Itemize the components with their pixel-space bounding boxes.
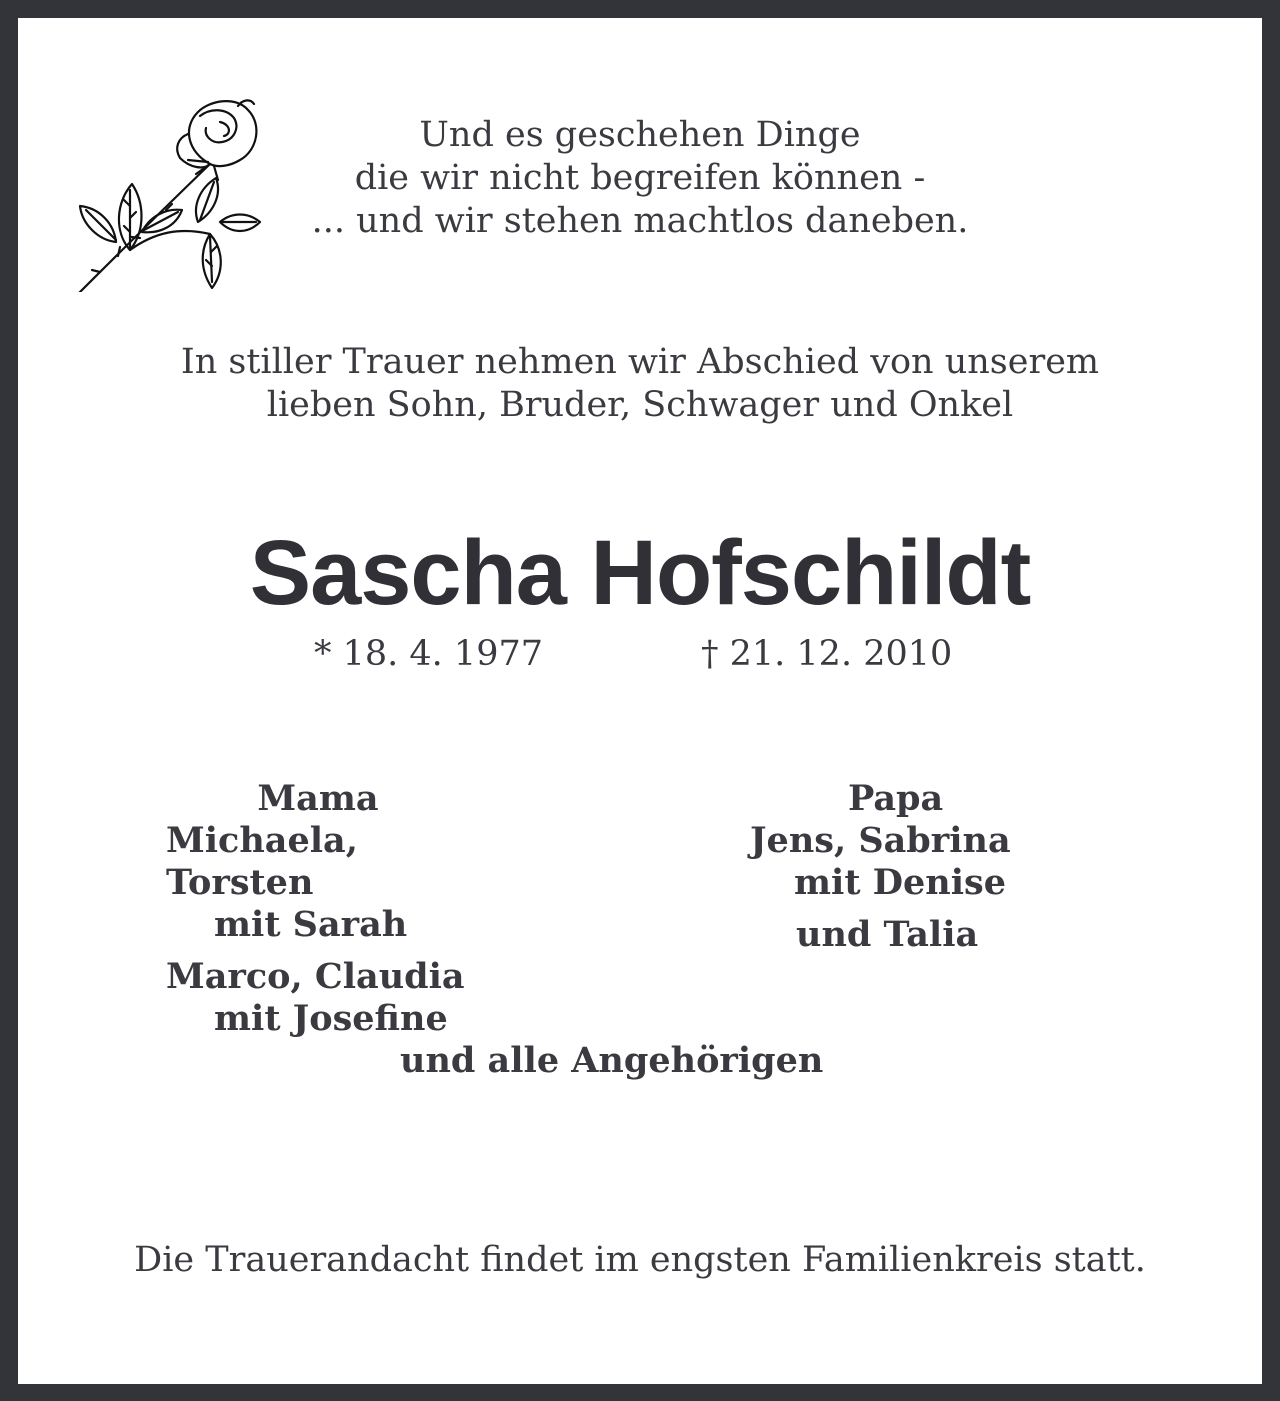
- family-right-heading: Papa: [848, 778, 944, 819]
- family-right: [718, 778, 1078, 956]
- quote: [280, 114, 1000, 243]
- birth-date: * 18. 4. 1977: [314, 634, 544, 674]
- family-left-group1-line2: mit Sarah: [214, 904, 408, 945]
- family-left-group2-line2: mit Josefine: [214, 998, 448, 1039]
- deceased-name: Sascha Hofschildt: [249, 522, 1031, 624]
- quote-line-3: ... und wir stehen machtlos daneben.: [311, 201, 969, 241]
- intro-line-2: lieben Sohn, Bruder, Schwager und Onkel: [266, 385, 1014, 425]
- intro-line-1: In stiller Trauer nehmen wir Abschied von unserem: [180, 342, 1100, 382]
- quote-line-2: die wir nicht begreifen können -: [354, 158, 926, 198]
- quote-line-1: Und es geschehen Dinge: [419, 115, 861, 155]
- death-date: † 21. 12. 2010: [701, 634, 953, 674]
- family-left: [128, 778, 508, 1040]
- family-right-group1-line2: mit Denise: [794, 862, 1007, 903]
- family-left-heading: Mama: [257, 778, 379, 819]
- rose-icon: [70, 82, 266, 292]
- family-left-group1-line1: Michaela, Torsten: [166, 820, 358, 903]
- family-left-group2-line1: Marco, Claudia: [166, 956, 465, 997]
- footer-note: Die Trauerandacht findet im engsten Familienkreis statt.: [134, 1240, 1146, 1280]
- family-right-group1-line1: Jens, Sabrina: [750, 820, 1011, 861]
- obituary-card: [18, 18, 1262, 1384]
- family-right-group2-line1: und Talia: [796, 914, 979, 955]
- all-relatives: und alle Angehörigen: [400, 1040, 824, 1081]
